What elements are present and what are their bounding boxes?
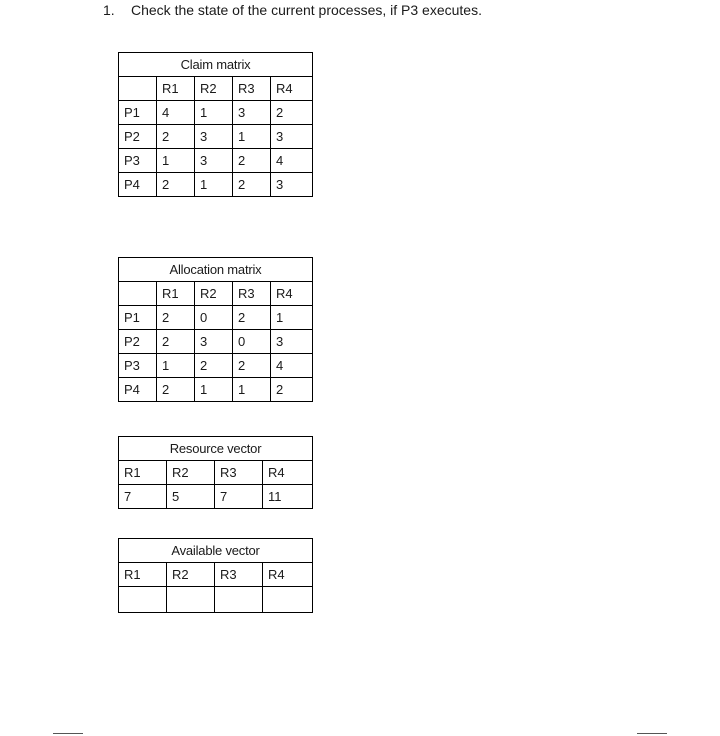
table-row <box>119 306 313 330</box>
available-vector-table <box>118 538 313 613</box>
table-cell: 0 <box>233 330 271 354</box>
table-cell: 4 <box>157 101 195 125</box>
table-cell: 2 <box>271 378 313 402</box>
row-label: P1 <box>119 306 157 330</box>
row-label: P2 <box>119 125 157 149</box>
table-cell: 1 <box>195 378 233 402</box>
table-cell: 7 <box>119 485 167 509</box>
table-row <box>119 485 313 509</box>
claim-header-cell: R2 <box>195 77 233 101</box>
empty-answer-cell <box>119 587 167 613</box>
table-cell: 2 <box>157 306 195 330</box>
row-label: P3 <box>119 354 157 378</box>
table-cell: 4 <box>271 149 313 173</box>
row-label: P4 <box>119 173 157 197</box>
table-row <box>119 149 313 173</box>
allocation-header-cell: R2 <box>195 282 233 306</box>
empty-answer-cell <box>215 587 263 613</box>
available-header-cell: R1 <box>119 563 167 587</box>
table-cell: 2 <box>157 378 195 402</box>
table-row <box>119 330 313 354</box>
table-cell: 2 <box>157 330 195 354</box>
table-cell: 1 <box>195 101 233 125</box>
table-cell: 2 <box>233 306 271 330</box>
resource-header-cell: R2 <box>167 461 215 485</box>
table-cell: 1 <box>233 378 271 402</box>
table-cell: 2 <box>233 149 271 173</box>
row-label: P4 <box>119 378 157 402</box>
claim-corner-cell <box>119 77 157 101</box>
table-cell: 2 <box>157 125 195 149</box>
allocation-header-cell: R4 <box>271 282 313 306</box>
resource-vector-title: Resource vector <box>119 437 313 461</box>
table-cell: 3 <box>271 330 313 354</box>
claim-header-cell: R3 <box>233 77 271 101</box>
empty-answer-cell <box>263 587 313 613</box>
table-cell: 2 <box>233 354 271 378</box>
row-label: P1 <box>119 101 157 125</box>
table-cell: 1 <box>157 149 195 173</box>
table-cell: 1 <box>195 173 233 197</box>
allocation-matrix-table <box>118 257 313 402</box>
allocation-corner-cell <box>119 282 157 306</box>
table-cell: 0 <box>195 306 233 330</box>
table-cell: 4 <box>271 354 313 378</box>
question-number: 1. <box>103 2 115 18</box>
table-cell: 3 <box>233 101 271 125</box>
table-cell: 5 <box>167 485 215 509</box>
allocation-header-row <box>119 282 313 306</box>
table-cell: 7 <box>215 485 263 509</box>
claim-matrix-title: Claim matrix <box>119 53 313 77</box>
question-text: Check the state of the current processes, if P3 executes. <box>131 2 482 18</box>
table-row <box>119 587 313 613</box>
resource-header-cell: R4 <box>263 461 313 485</box>
table-cell: 11 <box>263 485 313 509</box>
table-row <box>119 378 313 402</box>
row-label: P3 <box>119 149 157 173</box>
table-row <box>119 101 313 125</box>
claim-header-cell: R4 <box>271 77 313 101</box>
table-cell: 2 <box>233 173 271 197</box>
resource-header-cell: R1 <box>119 461 167 485</box>
available-header-row <box>119 563 313 587</box>
table-row <box>119 173 313 197</box>
allocation-header-cell: R3 <box>233 282 271 306</box>
resource-vector-table <box>118 436 313 509</box>
resource-header-cell: R3 <box>215 461 263 485</box>
claim-header-cell: R1 <box>157 77 195 101</box>
table-cell: 1 <box>157 354 195 378</box>
available-vector-title: Available vector <box>119 539 313 563</box>
table-cell: 3 <box>195 149 233 173</box>
question-line <box>103 2 482 18</box>
claim-matrix-table <box>118 52 313 197</box>
resource-header-row <box>119 461 313 485</box>
claim-header-row <box>119 77 313 101</box>
available-header-cell: R3 <box>215 563 263 587</box>
table-cell: 3 <box>195 330 233 354</box>
table-cell: 2 <box>157 173 195 197</box>
table-row <box>119 125 313 149</box>
table-cell: 3 <box>271 125 313 149</box>
available-header-cell: R2 <box>167 563 215 587</box>
table-cell: 2 <box>195 354 233 378</box>
row-label: P2 <box>119 330 157 354</box>
available-header-cell: R4 <box>263 563 313 587</box>
table-cell: 3 <box>271 173 313 197</box>
table-row <box>119 354 313 378</box>
empty-answer-cell <box>167 587 215 613</box>
table-cell: 2 <box>271 101 313 125</box>
allocation-matrix-title: Allocation matrix <box>119 258 313 282</box>
table-cell: 3 <box>195 125 233 149</box>
table-cell: 1 <box>233 125 271 149</box>
allocation-header-cell: R1 <box>157 282 195 306</box>
table-cell: 1 <box>271 306 313 330</box>
